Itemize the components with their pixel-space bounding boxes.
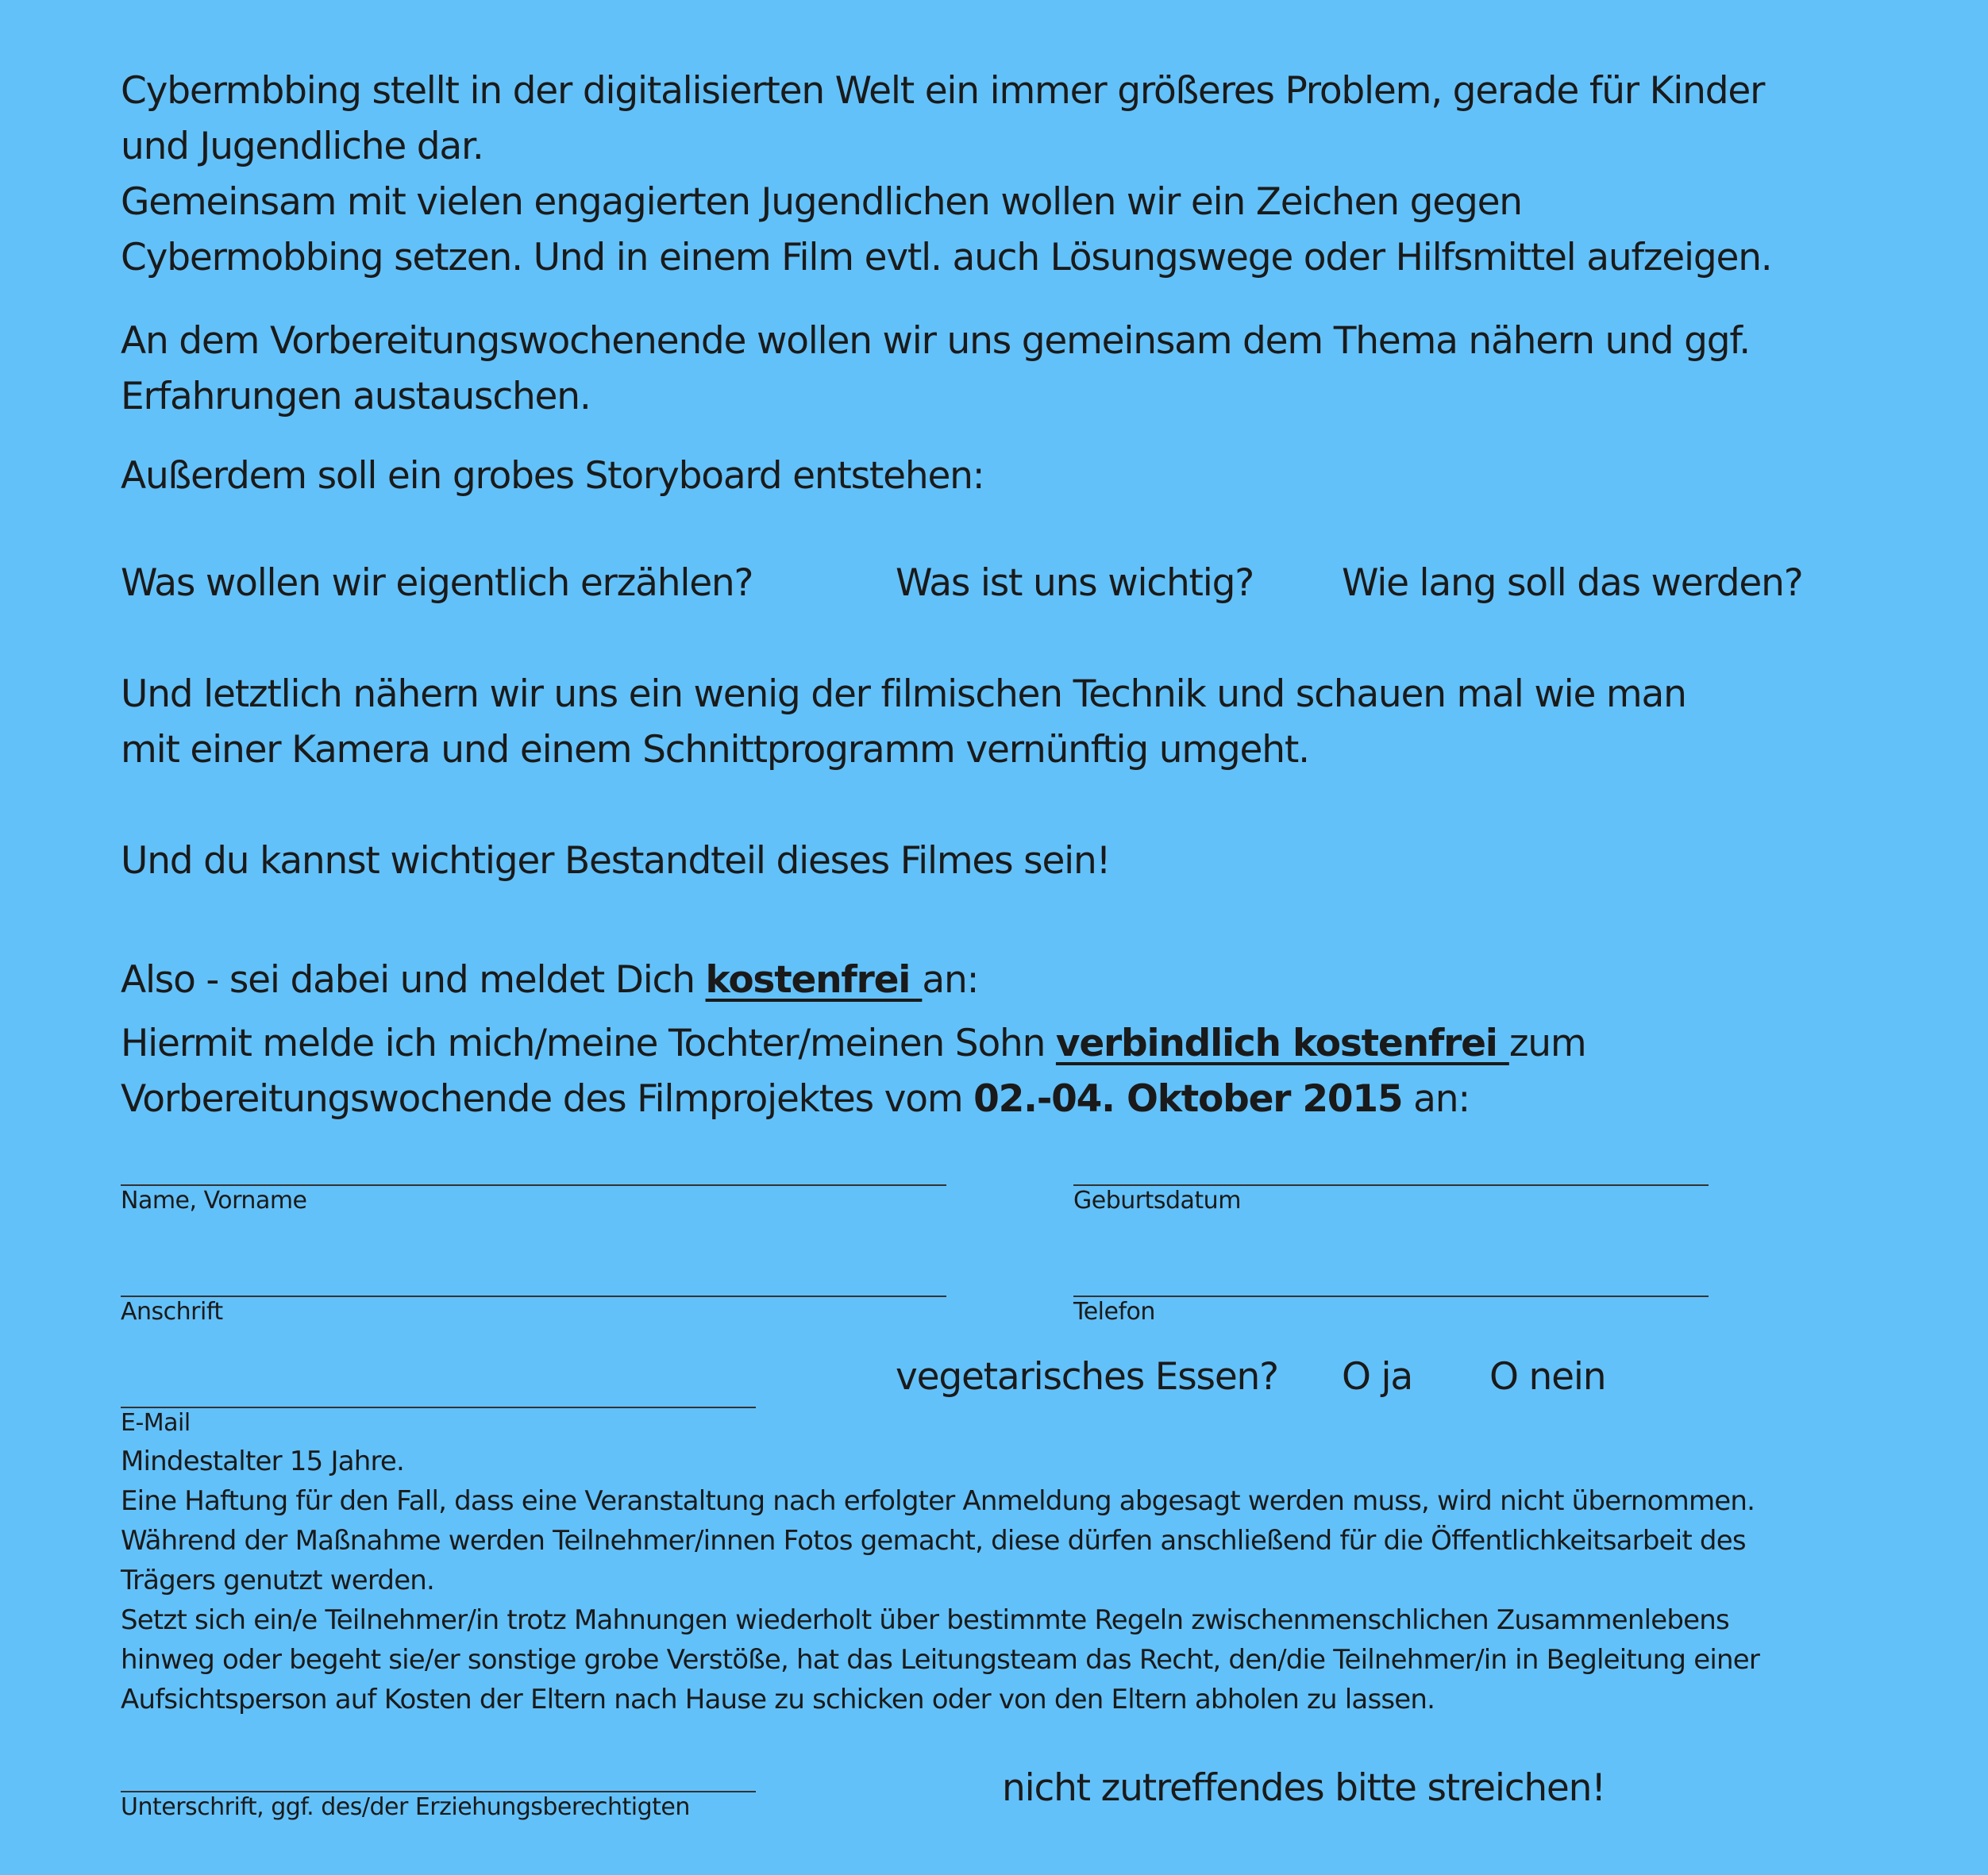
kostenfrei-emphasis: kostenfrei xyxy=(705,958,923,1002)
verbindlich-emphasis: verbindlich kostenfrei xyxy=(1055,1022,1509,1065)
anschrift-field-label: Anschrift xyxy=(121,1298,223,1326)
anmeldung-line-2 xyxy=(121,1016,1585,1072)
telefon-field-line[interactable] xyxy=(1073,1296,1709,1297)
technik-line-1: Und letztlich nähern wir uns ein wenig der filmischen Technik und schauen mal wie man xyxy=(121,672,1686,716)
prep-line-1: An dem Vorbereitungswochenende wollen wir uns gemeinsam dem Thema nähern und ggf. xyxy=(121,319,1751,363)
intro-line-4: Cybermobbing setzen. Und in einem Film evtl. auch Lösungswege oder Hilfsmittel aufzeigen. xyxy=(121,236,1772,279)
geburtsdatum-field-label: Geburtsdatum xyxy=(1073,1187,1241,1215)
telefon-field-label: Telefon xyxy=(1073,1298,1155,1326)
email-field-label: E-Mail xyxy=(121,1409,191,1437)
terms-line-5: Setzt sich ein/e Teilnehmer/in trotz Mahnungen wiederholt über bestimmte Regeln zwischenmenschlichen Zusammenlebens xyxy=(121,1604,1729,1636)
question-1: Was wollen wir eigentlich erzählen? xyxy=(121,561,753,605)
anmeldung-c1-end: an: xyxy=(1402,1077,1470,1121)
terms-line-4: Trägers genutzt werden. xyxy=(121,1565,435,1596)
technik-line-2: mit einer Kamera und einem Schnittprogramm vernünftig umgeht. xyxy=(121,728,1309,772)
unterschrift-field-line[interactable] xyxy=(121,1791,756,1792)
anmeldung-a1-end: an: xyxy=(922,958,979,1002)
veggie-option-nein[interactable]: O nein xyxy=(1489,1355,1606,1399)
anschrift-field-line[interactable] xyxy=(121,1296,946,1297)
terms-line-2: Eine Haftung für den Fall, dass eine Veranstaltung nach erfolgter Anmeldung abgesagt werden muss, wird nicht übernommen. xyxy=(121,1485,1755,1517)
anmeldung-b1: Hiermit melde ich mich/meine Tochter/meinen Sohn xyxy=(121,1022,1056,1065)
question-2: Was ist uns wichtig? xyxy=(896,561,1254,605)
anmeldung-line-3 xyxy=(121,1072,1470,1127)
geburtsdatum-field-line[interactable] xyxy=(1073,1184,1709,1186)
email-field-line[interactable] xyxy=(121,1407,756,1408)
veggie-question: vegetarisches Essen? xyxy=(896,1355,1278,1399)
intro-line-1: Cybermbbing stellt in der digitalisierten Welt ein immer größeres Problem, gerade für Kinder xyxy=(121,69,1765,113)
unterschrift-field-label: Unterschrift, ggf. des/der Erziehungsberechtigten xyxy=(121,1793,690,1821)
intro-line-2: und Jugendliche dar. xyxy=(121,125,484,168)
anmeldung-b1-end: zum xyxy=(1508,1022,1586,1065)
terms-line-6: hinweg oder begeht sie/er sonstige grobe Verstöße, hat das Leitungsteam das Recht, den/die Teilnehmer/in in Begleitung einer xyxy=(121,1644,1760,1676)
anmeldung-a1: Also - sei dabei und meldet Dich xyxy=(121,958,706,1002)
name-field-label: Name, Vorname xyxy=(121,1187,307,1215)
terms-line-1: Mindestalter 15 Jahre. xyxy=(121,1446,405,1477)
streichen-note: nicht zutreffendes bitte streichen! xyxy=(1002,1766,1605,1810)
intro-line-3: Gemeinsam mit vielen engagierten Jugendlichen wollen wir ein Zeichen gegen xyxy=(121,180,1522,224)
terms-line-7: Aufsichtsperson auf Kosten der Eltern nach Hause zu schicken oder von den Eltern abholen zu lassen. xyxy=(121,1684,1435,1715)
anmeldung-line-1 xyxy=(121,953,978,1008)
terms-line-3: Während der Maßnahme werden Teilnehmer/innen Fotos gemacht, diese dürfen anschließend für die Öffentlichkeitsarbeit des xyxy=(121,1525,1746,1557)
anmeldung-c1: Vorbereitungswochende des Filmprojektes vom xyxy=(121,1077,974,1121)
storyboard-text: Außerdem soll ein grobes Storyboard entstehen: xyxy=(121,454,984,498)
veggie-option-ja[interactable]: O ja xyxy=(1342,1355,1412,1399)
question-3: Wie lang soll das werden? xyxy=(1342,561,1803,605)
date-emphasis: 02.-04. Oktober 2015 xyxy=(973,1077,1403,1121)
prep-line-2: Erfahrungen austauschen. xyxy=(121,375,591,418)
name-field-line[interactable] xyxy=(121,1184,946,1186)
bestandteil-text: Und du kannst wichtiger Bestandteil dieses Filmes sein! xyxy=(121,839,1111,883)
